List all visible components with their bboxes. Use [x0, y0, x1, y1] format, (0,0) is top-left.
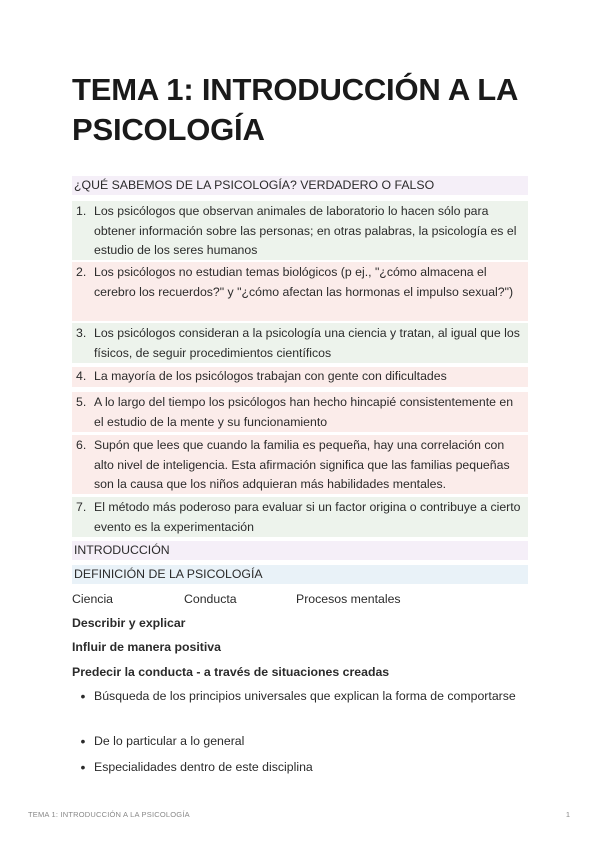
bullet-text: Especialidades dentro de este disciplina	[94, 760, 313, 774]
footer-title: TEMA 1: INTRODUCCIÓN A LA PSICOLOGÍA	[28, 810, 190, 819]
question-item	[72, 497, 528, 537]
question-text: A lo largo del tiempo los psicólogos han hecho hincapié consistentemente en el estudio de la mente y su funcionamiento	[94, 395, 514, 429]
question-number: 2.	[76, 265, 87, 279]
question-item	[72, 201, 528, 260]
question-text: Los psicólogos consideran a la psicología una ciencia y tratan, al igual que los físicos, de seguir procedimientos científicos	[94, 326, 520, 360]
page-title: TEMA 1: INTRODUCCIÓN A LA PSICOLOGÍA	[72, 72, 518, 147]
question-number: 1.	[76, 204, 87, 218]
quiz-heading: ¿QUÉ SABEMOS DE LA PSICOLOGÍA? VERDADERO O FALSO	[72, 176, 528, 195]
bold-line-influir: Influir de manera positiva	[72, 640, 221, 654]
question-text: El método más poderoso para evaluar si un factor origina o contribuye a cierto evento es la experimentación	[94, 500, 521, 534]
bullet-dot-icon: •	[80, 759, 86, 775]
section-heading-definition: DEFINICIÓN DE LA PSICOLOGÍA	[72, 565, 528, 584]
question-number: 7.	[76, 500, 87, 514]
question-item	[72, 323, 528, 363]
bold-line-predecir: Predecir la conducta - a través de situaciones creadas	[72, 665, 390, 679]
term-ciencia: Ciencia	[72, 592, 114, 606]
question-number: 6.	[76, 438, 87, 452]
bold-line-describir: Describir y explicar	[72, 616, 186, 630]
bullet-text: De lo particular a lo general	[94, 734, 245, 748]
term-conducta: Conducta	[184, 592, 237, 606]
question-item	[72, 392, 528, 432]
question-item	[72, 262, 528, 321]
bullet-dot-icon: •	[80, 733, 86, 749]
question-text: La mayoría de los psicólogos trabajan con gente con dificultades	[94, 369, 447, 383]
bullet-dot-icon: •	[80, 688, 86, 704]
question-number: 4.	[76, 369, 87, 383]
list-item	[72, 732, 528, 752]
question-text: Los psicólogos que observan animales de laboratorio lo hacen sólo para obtener información sobre las personas; en otras palabras, la psicología es el estudio de los seres humanos	[94, 204, 517, 257]
bullet-text: Búsqueda de los principios universales que explican la forma de comportarse	[94, 689, 516, 703]
question-number: 5.	[76, 395, 87, 409]
question-item	[72, 435, 528, 494]
term-procesos-mentales: Procesos mentales	[296, 592, 401, 606]
list-item	[72, 687, 528, 707]
section-heading-intro: INTRODUCCIÓN	[72, 541, 528, 560]
list-item	[72, 758, 528, 778]
question-text: Los psicólogos no estudian temas biológicos (p ej., "¿cómo almacena el cerebro los recuerdos?" y "¿cómo afectan las hormonas el impulso sexual?")	[94, 265, 514, 299]
question-number: 3.	[76, 326, 87, 340]
question-item	[72, 367, 528, 387]
definition-terms	[72, 590, 528, 610]
question-text: Supón que lees que cuando la familia es pequeña, hay una correlación con alto nivel de inteligencia. Esta afirmación significa que las familias pequeñas son la causa que los niños adquieran más habilidades mentales.	[94, 438, 510, 491]
page-number: 1	[565, 810, 570, 819]
